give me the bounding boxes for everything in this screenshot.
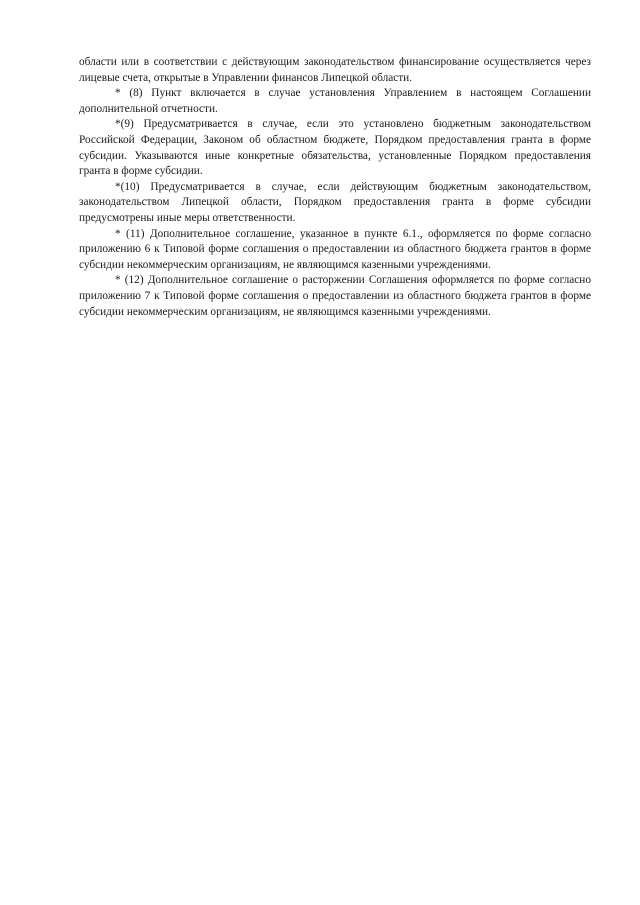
footnote-12: * (12) Дополнительное соглашение о расторжении Соглашения оформляется по форме согласно приложению 7 к Типовой форме соглашения о предоставлении из областного бюджета грантов в форме субсидии некоммерческим организациям, не являющимся казенными учреждениями. xyxy=(79,274,591,318)
footnote-10: *(10) Предусматривается в случае, если действующим бюджетным законодательством, законодательством Липецкой области, Порядком предоставления гранта в форме субсидии предусмотрены иные меры ответственности. xyxy=(79,180,591,224)
document-text xyxy=(79,55,591,320)
footnote-9: *(9) Предусматривается в случае, если это установлено бюджетным законодательством Российской Федерации, Законом об областном бюджете, Порядком предоставления гранта в форме субсидии. Указываются иные конкретные обязательства, установленные Порядком предоставления гранта в форме субсидии. xyxy=(79,118,591,178)
footnote-11: * (11) Дополнительное соглашение, указанное в пункте 6.1., оформляется по форме согласно приложению 6 к Типовой форме соглашения о предоставлении из областного бюджета грантов в форме субсидии некоммерческим организациям, не являющимся казенными учреждениями. xyxy=(79,227,591,271)
paragraph-continuation: области или в соответствии с действующим законодательством финансирование осуществляется через лицевые счета, открытые в Управлении финансов Липецкой области. xyxy=(79,56,591,84)
footnote-8: * (8) Пункт включается в случае установления Управлением в настоящем Соглашении дополнительной отчетности. xyxy=(79,87,591,115)
